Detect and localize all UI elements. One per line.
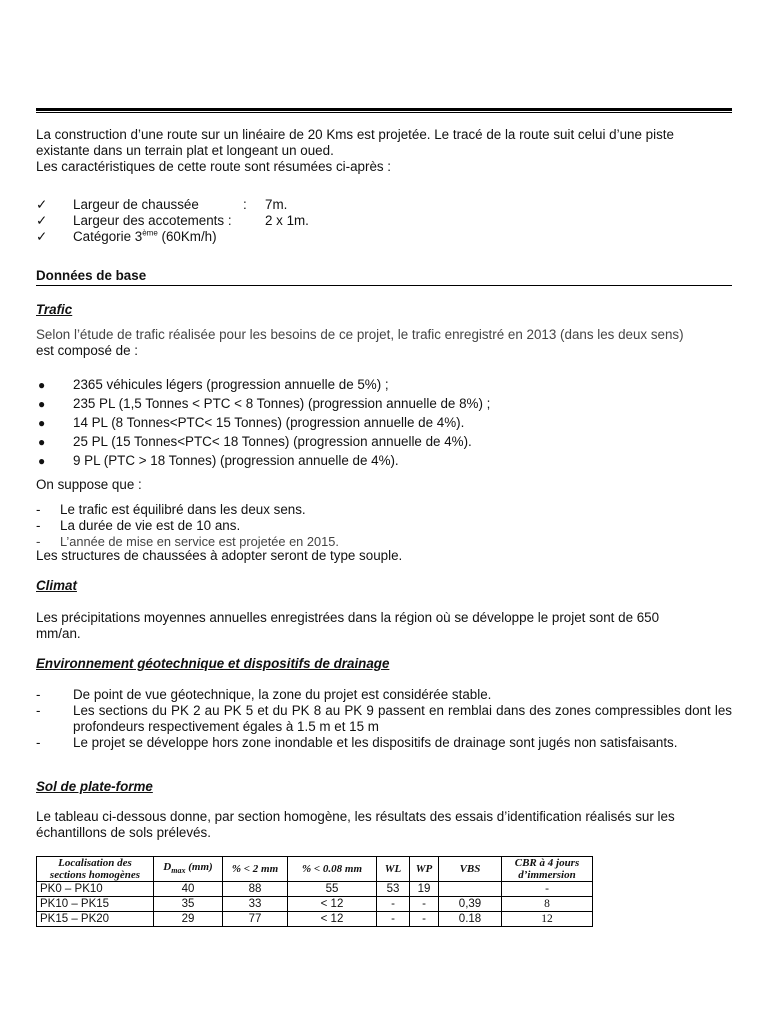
environnement-list <box>36 687 732 751</box>
characteristic-item <box>36 229 732 245</box>
list-item-text: 25 PL (15 Tonnes<PTC< 18 Tonnes) (progression annuelle de 4%). <box>73 434 472 449</box>
cell-vbs: 0,39 <box>439 897 502 912</box>
list-item-text: 9 PL (PTC > 18 Tonnes) (progression annuelle de 4%). <box>73 453 399 468</box>
characteristic-label: Largeur des accotements : <box>73 213 232 228</box>
list-item-text: Les sections du PK 2 au PK 5 et du PK 8 au PK 9 passent en remblai dans des zones compressibles dont les profondeurs respectivement égales à 1.5 m et 15 m <box>73 703 732 734</box>
list-item <box>36 703 732 735</box>
characteristic-label: Largeur de chaussée <box>73 197 199 212</box>
category-superscript: ème <box>142 228 158 238</box>
bullet-icon: ● <box>38 378 46 392</box>
list-item <box>36 434 732 453</box>
cell-pct-2mm: 77 <box>223 912 288 927</box>
column-header-wl: WL <box>377 857 410 882</box>
column-header-dmax: $D_{max}$ (mm) <box>154 857 223 882</box>
bullet-icon: ● <box>38 416 46 430</box>
intro-paragraph <box>36 127 732 175</box>
sol-line-2: échantillons de sols prélevés. <box>36 825 211 840</box>
climat-title-wrap <box>36 578 732 594</box>
table-row <box>37 882 593 897</box>
column-header-cbr: CBR à 4 jours d’immersion <box>502 857 593 882</box>
table-row <box>37 912 593 927</box>
cell-wp: 19 <box>410 882 439 897</box>
check-mark-icon: ✓ <box>36 229 48 244</box>
climat-paragraph <box>36 610 732 642</box>
list-item-text: Le projet se développe hors zone inondable et les dispositifs de drainage sont jugés non satisfaisants. <box>73 735 678 750</box>
traffic-list <box>36 377 732 472</box>
dash-marker: - <box>36 687 41 702</box>
cell-cbr: 8 <box>502 897 593 912</box>
intro-line-3: Les caractéristiques de cette route sont résumées ci-après : <box>36 159 392 174</box>
sol-title-wrap <box>36 779 732 795</box>
list-item-text: 2365 véhicules légers (progression annuelle de 5%) ; <box>73 377 389 392</box>
cell-pct-008mm: 55 <box>288 882 377 897</box>
cell-cbr: 12 <box>502 912 593 927</box>
sol-line-1: Le tableau ci-dessous donne, par section homogène, les résultats des essais d’identification réalisés sur les <box>36 809 675 824</box>
column-header-pct-008mm: % < 0.08 mm <box>288 857 377 882</box>
sol-paragraph <box>36 809 732 841</box>
dash-marker: - <box>36 502 41 517</box>
environnement-title-wrap <box>36 656 732 672</box>
list-item <box>36 502 732 518</box>
cell-localisation: PK15 – PK20 <box>37 912 154 927</box>
section-title-donnees: Données de base <box>36 268 732 286</box>
list-item <box>36 687 732 703</box>
cell-pct-2mm: 33 <box>223 897 288 912</box>
assumptions-list <box>36 502 732 550</box>
subsection-title-climat: Climat <box>36 578 77 593</box>
category-prefix: Catégorie 3 <box>73 229 143 244</box>
cell-vbs: 0.18 <box>439 912 502 927</box>
bullet-icon: ● <box>38 454 46 468</box>
list-item-text: Le trafic est équilibré dans les deux sens. <box>60 502 306 517</box>
list-item-text: La durée de vie est de 10 ans. <box>60 518 241 533</box>
structures-text: Les structures de chaussées à adopter seront de type souple. <box>36 548 403 563</box>
check-mark-icon: ✓ <box>36 197 48 212</box>
list-item <box>36 518 732 534</box>
trafic-title-wrap <box>36 302 732 318</box>
trafic-intro <box>36 327 732 359</box>
column-header-wp: WP <box>410 857 439 882</box>
category-text <box>73 229 217 245</box>
bullet-icon: ● <box>38 435 46 449</box>
dash-marker: - <box>36 703 41 718</box>
list-item <box>36 453 732 472</box>
suppose-text: On suppose que : <box>36 477 142 492</box>
cell-wp: - <box>410 897 439 912</box>
subsection-title-sol: Sol de plate-forme <box>36 779 153 794</box>
characteristic-separator: : <box>243 197 247 212</box>
list-item-text: 235 PL (1,5 Tonnes < PTC < 8 Tonnes) (progression annuelle de 8%) ; <box>73 396 491 411</box>
climat-line-1: Les précipitations moyennes annuelles enregistrées dans la région où se développe le projet sont de 650 <box>36 610 660 625</box>
climat-line-2: mm/an. <box>36 626 81 641</box>
cell-wl: - <box>377 912 410 927</box>
cell-dmax: 40 <box>154 882 223 897</box>
list-item <box>36 735 732 751</box>
list-item-text: L’année de mise en service est projetée en 2015. <box>60 534 339 549</box>
list-item <box>36 396 732 415</box>
subsection-title-environnement: Environnement géotechnique et dispositifs de drainage <box>36 656 390 671</box>
column-header-vbs: VBS <box>439 857 502 882</box>
list-item <box>36 377 732 396</box>
column-header-pct-2mm: % < 2 mm <box>223 857 288 882</box>
cell-cbr: - <box>502 882 593 897</box>
soil-results-table <box>36 856 593 927</box>
cell-localisation: PK10 – PK15 <box>37 897 154 912</box>
characteristic-item <box>36 213 732 229</box>
list-item <box>36 415 732 434</box>
characteristics-list <box>36 197 732 245</box>
cell-dmax: 35 <box>154 897 223 912</box>
header-double-rule <box>36 108 732 113</box>
characteristic-value: 7m. <box>265 197 288 212</box>
cell-dmax: 29 <box>154 912 223 927</box>
list-item-text: De point de vue géotechnique, la zone du projet est considérée stable. <box>73 687 492 702</box>
cell-pct-008mm: < 12 <box>288 897 377 912</box>
table-row <box>37 897 593 912</box>
cell-wl: - <box>377 897 410 912</box>
characteristic-item <box>36 197 732 213</box>
category-suffix: (60Km/h) <box>157 229 217 244</box>
cell-vbs <box>439 882 502 897</box>
list-item-text: 14 PL (8 Tonnes<PTC< 15 Tonnes) (progression annuelle de 4%). <box>73 415 465 430</box>
bullet-icon: ● <box>38 397 46 411</box>
column-header-localisation: Localisation des sections homogènes <box>37 857 154 882</box>
subsection-title-trafic: Trafic <box>36 302 73 317</box>
cell-wp: - <box>410 912 439 927</box>
check-mark-icon: ✓ <box>36 213 48 228</box>
intro-line-2: existante dans un terrain plat et longeant un oued. <box>36 143 334 158</box>
dash-marker: - <box>36 518 41 533</box>
trafic-intro-line-2: est composé de : <box>36 343 138 358</box>
intro-line-1: La construction d’une route sur un linéaire de 20 Kms est projetée. Le tracé de la route suit celui d’une piste <box>36 127 674 142</box>
cell-pct-2mm: 88 <box>223 882 288 897</box>
cell-localisation: PK0 – PK10 <box>37 882 154 897</box>
cell-wl: 53 <box>377 882 410 897</box>
trafic-intro-line-1: Selon l’étude de trafic réalisée pour les besoins de ce projet, le trafic enregistré en 2013 (dans les deux sens) <box>36 327 684 342</box>
cell-pct-008mm: < 12 <box>288 912 377 927</box>
characteristic-value: 2 x 1m. <box>265 213 309 228</box>
dash-marker: - <box>36 735 41 750</box>
table-header-row <box>37 857 593 882</box>
dash-marker: - <box>36 534 41 549</box>
